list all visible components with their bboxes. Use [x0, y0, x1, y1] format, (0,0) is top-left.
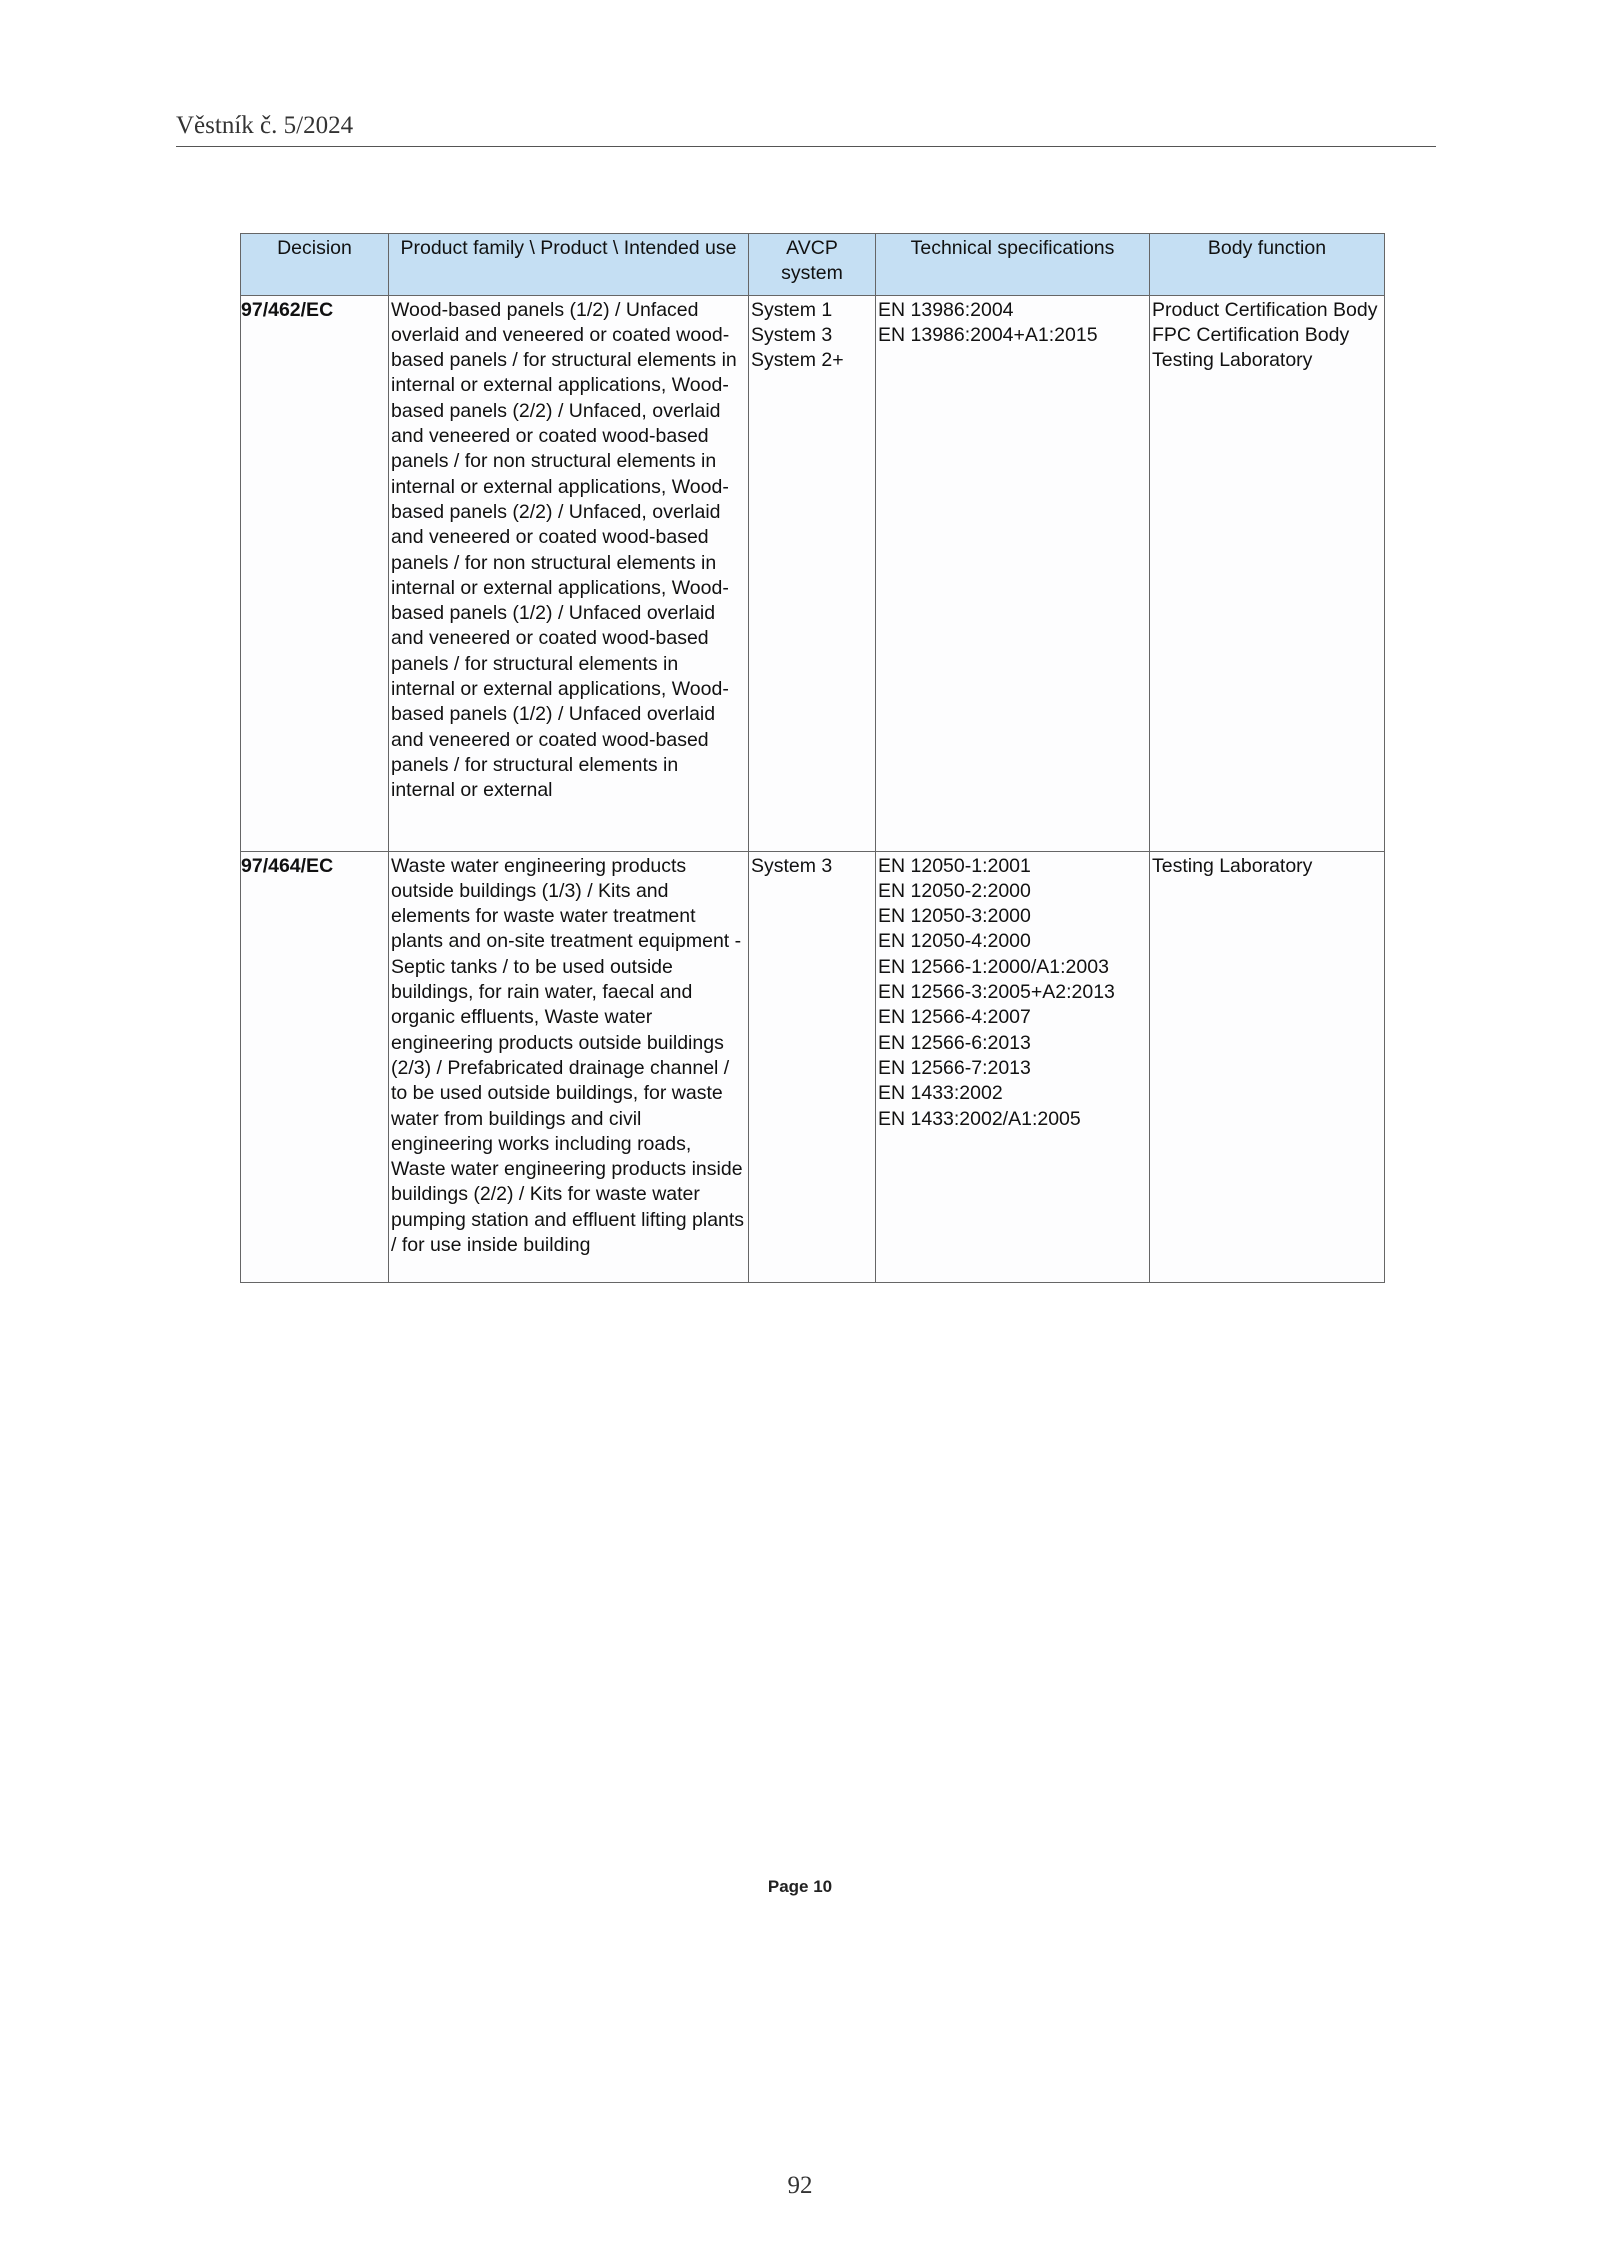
avcp-system: System 2+	[751, 349, 844, 372]
technical-spec: EN 1433:2002/A1:2005	[878, 1107, 1081, 1130]
body-function: Testing Laboratory	[1152, 854, 1313, 877]
product-text: Waste water engineering products outside buildings (1/3) / Kits and elements for waste water treatment plants and on-site treatment equipment -Septic tanks / to be used outside buildings, for rain water, faecal and organic effluents, Waste water engineering products outside buildings (2/3) / Prefabricated drainage channel / to be used outside buildings, for waste water from buildings and civil engineering works including roads, Waste water engineering products inside buildings (2/2) / Kits for waste water pumping station and effluent lifting plants / for use inside building	[391, 854, 745, 1257]
product-cell	[389, 295, 749, 851]
header-avcp-system: AVCP system	[749, 234, 876, 296]
body-function: Product Certification Body	[1152, 298, 1378, 321]
avcp-system: System 3	[751, 323, 833, 346]
technical-spec: EN 12050-3:2000	[878, 905, 1031, 928]
running-header: Věstník č. 5/2024	[176, 112, 354, 139]
header-technical-specifications: Technical specifications	[876, 234, 1150, 296]
technical-spec: EN 12566-7:2013	[878, 1056, 1031, 1079]
technical-spec: EN 13986:2004	[878, 298, 1014, 321]
body-function: Testing Laboratory	[1152, 349, 1313, 372]
technical-spec: EN 12050-4:2000	[878, 930, 1031, 953]
body-function-cell	[1150, 851, 1385, 1282]
body-function: FPC Certification Body	[1152, 323, 1350, 346]
technical-spec: EN 12566-6:2013	[878, 1031, 1031, 1054]
technical-spec: EN 12566-4:2007	[878, 1006, 1031, 1029]
technical-spec: EN 12566-3:2005+A2:2013	[878, 981, 1115, 1004]
technical-spec: EN 12566-1:2000/A1:2003	[878, 955, 1109, 978]
technical-spec: EN 12050-1:2001	[878, 854, 1031, 877]
standards-table	[240, 233, 1385, 1283]
technical-spec: EN 12050-2:2000	[878, 879, 1031, 902]
table-row	[241, 851, 1385, 1282]
avcp-cell	[749, 851, 876, 1282]
header-product-family: Product family \ Product \ Intended use	[389, 234, 749, 296]
specs-cell	[876, 851, 1150, 1282]
technical-spec: EN 1433:2002	[878, 1082, 1003, 1105]
table-row	[241, 295, 1385, 851]
table-page-label: Page 10	[767, 1877, 833, 1896]
decision-cell: 97/462/EC	[241, 295, 389, 851]
avcp-cell	[749, 295, 876, 851]
avcp-system: System 3	[751, 854, 833, 877]
specs-cell	[876, 295, 1150, 851]
page-number: 92	[787, 2172, 813, 2199]
header-decision: Decision	[241, 234, 389, 296]
header-rule	[176, 146, 1436, 147]
table-header-row	[241, 234, 1385, 296]
body-function-cell	[1150, 295, 1385, 851]
avcp-system: System 1	[751, 298, 833, 321]
decision-cell: 97/464/EC	[241, 851, 389, 1282]
technical-spec: EN 13986:2004+A1:2015	[878, 323, 1098, 346]
product-cell	[389, 851, 749, 1282]
header-body-function: Body function	[1150, 234, 1385, 296]
product-text: Wood-based panels (1/2) / Unfaced overlaid and veneered or coated wood-based panels / for structural elements in internal or external applications, Wood-based panels (2/2) / Unfaced, overlaid and veneered or coated wood-based panels / for non structural elements in internal or external applications, Wood-based panels (2/2) / Unfaced, overlaid and veneered or coated wood-based panels / for non structural elements in internal or external applications, Wood-based panels (1/2) / Unfaced overlaid and veneered or coated wood-based panels / for structural elements in internal or external applications, Wood-based panels (1/2) / Unfaced overlaid and veneered or coated wood-based panels / for structural elements in internal or external	[391, 298, 737, 802]
